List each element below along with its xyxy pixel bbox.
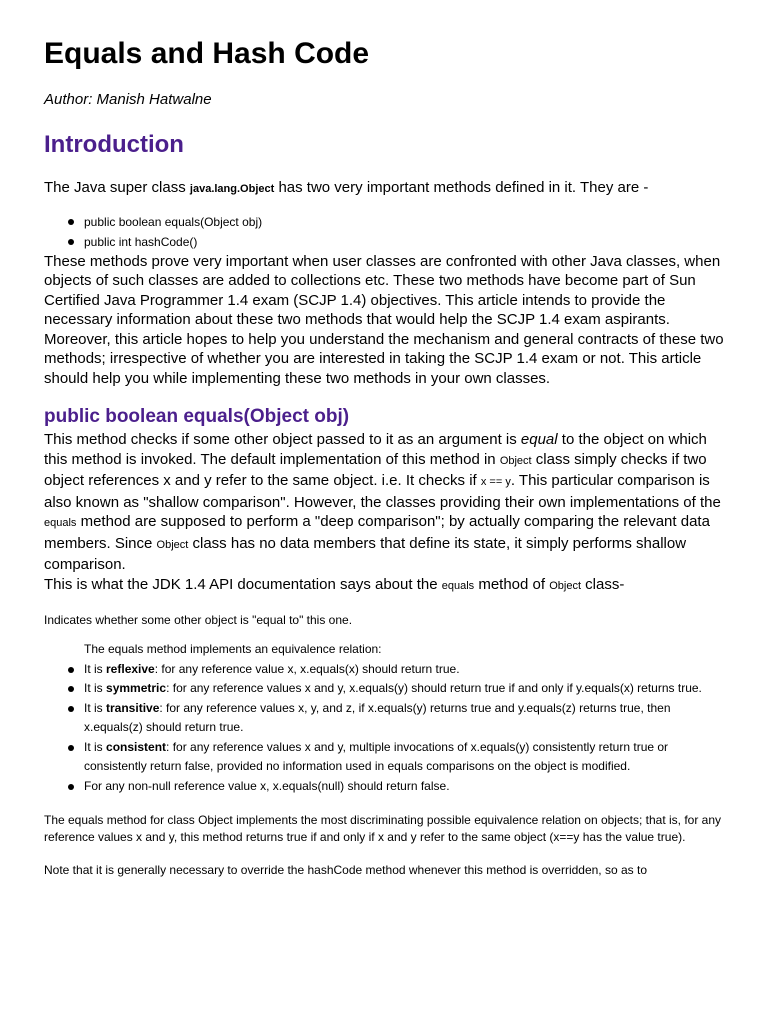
list-item: It is consistent: for any reference values x and y, multiple invocations of x.equals(y) consistently return true or consistently return false, provided no information used in equals comparisons on the object is modified. xyxy=(84,738,724,777)
list-item: It is transitive: for any reference values x, y, and z, if x.equals(y) returns true and y.equals(z) returns true, then x.equals(z) should return true. xyxy=(84,699,724,738)
api-paragraph: The equals method for class Object implements the most discriminating possible equivalence relation on objects; that is, for any reference values x and y, this method returns true if and only if x and y refer to the same object (x==y has the value true). xyxy=(44,813,722,844)
api-note: Note that it is generally necessary to override the hashCode method whenever this method is overridden, so as to xyxy=(44,863,647,877)
intro-paragraph-2: These methods prove very important when user classes are confronted with other Java classes, when objects of such classes are added to collections etc. These two methods have become part of Sun Certified Java Programmer 1.4 exam (SCJP 1.4) objectives. This article intends to provide the necessary information about these two methods that would help the SCJP 1.4 exam aspirants. Moreover, this article hopes to help you understand the mechanism and general contracts of these two methods; irrespective of whether you are interested in taking the SCJP 1.4 exam or not. This article should help you while implementing these two methods in your own classes. xyxy=(44,252,724,387)
intro-paragraph-1: The Java super class java.lang.Object has two very important methods defined in it. They are - xyxy=(44,179,649,196)
api-intro-line: Indicates whether some other object is "equal to" this one. xyxy=(44,613,353,627)
equals-section-heading: public boolean equals(Object obj) xyxy=(44,406,350,427)
api-documentation-quote xyxy=(44,612,724,879)
list-item: public int hashCode() xyxy=(84,232,724,252)
class-name-java-lang-object: java.lang.Object xyxy=(189,183,275,195)
equals-paragraph-2: This is what the JDK 1.4 API documentation says about the equals method of Object class- xyxy=(44,575,625,593)
introduction-heading: Introduction xyxy=(44,131,184,158)
equals-paragraph-1: This method checks if some other object passed to it as an argument is equal to the object on which this method is invoked. The default implementation of this method in Object class simply checks if two object references x and y refer to the same object. i.e. It checks if x == y. This particular comparison is also known as "shallow comparison". However, the classes providing their own implementations of the equals method are supposed to perform a "deep comparison"; by actually comparing the relevant data members. Since Object class has no data members that define its state, it simply performs shallow comparison. xyxy=(44,431,721,573)
methods-list xyxy=(44,212,724,252)
list-item: For any non-null reference value x, x.equals(null) should return false. xyxy=(84,777,724,797)
list-item: It is reflexive: for any reference value x, x.equals(x) should return true. xyxy=(84,660,724,680)
api-lead-line: The equals method implements an equivalence relation: xyxy=(84,642,382,656)
list-item: It is symmetric: for any reference values x and y, x.equals(y) should return true if and only if y.equals(x) returns true. xyxy=(84,679,724,699)
equivalence-rules-list xyxy=(44,660,724,797)
author-line: Author: Manish Hatwalne xyxy=(44,91,212,108)
list-item: public boolean equals(Object obj) xyxy=(84,212,724,232)
page-title: Equals and Hash Code xyxy=(44,37,370,70)
